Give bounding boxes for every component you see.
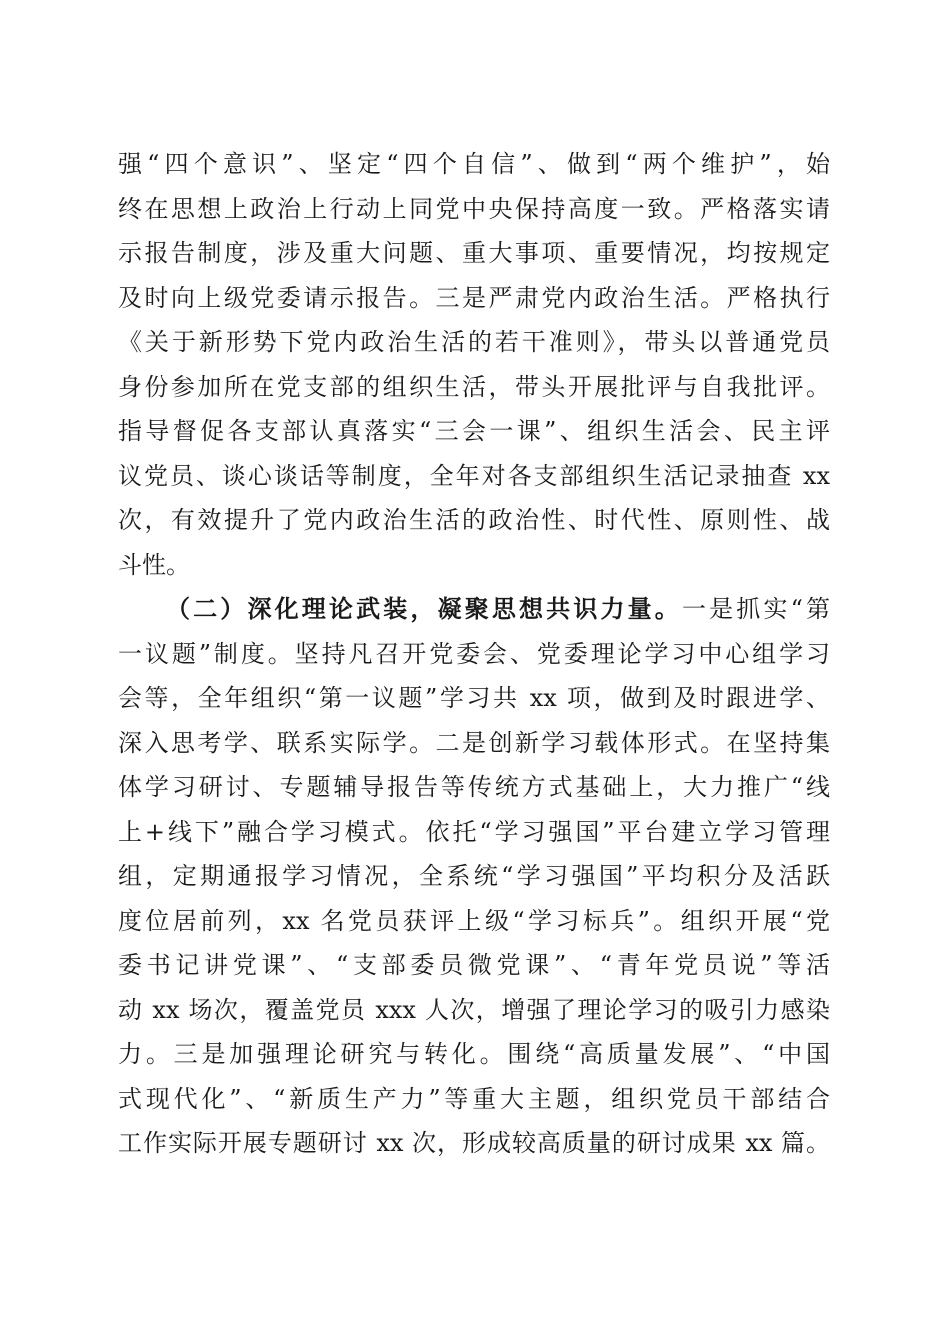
text-line: 度位居前列，xx 名党员获评上级“学习标兵”。组织开展“党 [118,906,830,935]
paragraph-1 [118,142,830,587]
text-line: 一议题”制度。坚持凡召开党委会、党委理论学习中心组学习 [118,639,830,668]
text-line: 斗性。 [118,550,190,579]
paragraph-first-line [118,587,830,632]
text-line: 及时向上级党委请示报告。三是严肃党内政治生活。严格执行 [118,283,830,312]
text-line: 终在思想上政治上行动上同党中央保持高度一致。严格落实请 [118,194,830,223]
text-line: 组，定期通报学习情况，全系统“学习强国”平均积分及活跃 [118,862,830,890]
text-line: 议党员、谈心谈话等制度，全年对各支部组织生活记录抽查 xx [118,461,830,490]
text-line: 身份参加所在党支部的组织生活，带头开展批评与自我批评。 [118,372,830,401]
document-body [118,142,830,1166]
text-line: 式现代化”、“新质生产力”等重大主题，组织党员干部结合 [118,1084,830,1113]
text-line: 次，有效提升了党内政治生活的政治性、时代性、原则性、战 [118,506,830,534]
text-line: 示报告制度，涉及重大问题、重大事项、重要情况，均按规定 [118,239,830,267]
paragraph-2 [118,587,830,1166]
text-line: 深入思考学、联系实际学。二是创新学习载体形式。在坚持集 [118,728,830,757]
text-line: 力。三是加强理论研究与转化。围绕“高质量发展”、“中国 [118,1040,830,1068]
text-line: 动 xx 场次，覆盖党员 xxx 人次，增强了理论学习的吸引力感染 [118,995,830,1024]
text-fragment: 一是抓实“第 [681,595,830,623]
text-line: 上+线下”融合学习模式。依托“学习强国”平台建立学习管理 [118,817,830,846]
text-line: 强“四个意识”、坚定“四个自信”、做到“两个维护”，始 [118,150,830,178]
text-line: 体学习研讨、专题辅导报告等传统方式基础上，大力推广“线 [118,773,830,801]
text-line: 会等，全年组织“第一议题”学习共 xx 项，做到及时跟进学、 [118,684,830,712]
text-line: 《关于新形势下党内政治生活的若干准则》，带头以普通党员 [118,328,830,356]
section-heading: （二）深化理论武装，凝聚思想共识力量。 [166,594,682,623]
text-line: 指导督促各支部认真落实“三会一课”、组织生活会、民主评 [118,417,830,445]
text-line: 委书记讲党课”、“支部委员微党课”、“青年党员说”等活 [118,951,830,979]
text-line: 工作实际开展专题研讨 xx 次，形成较高质量的研讨成果 xx 篇。 [118,1129,830,1157]
